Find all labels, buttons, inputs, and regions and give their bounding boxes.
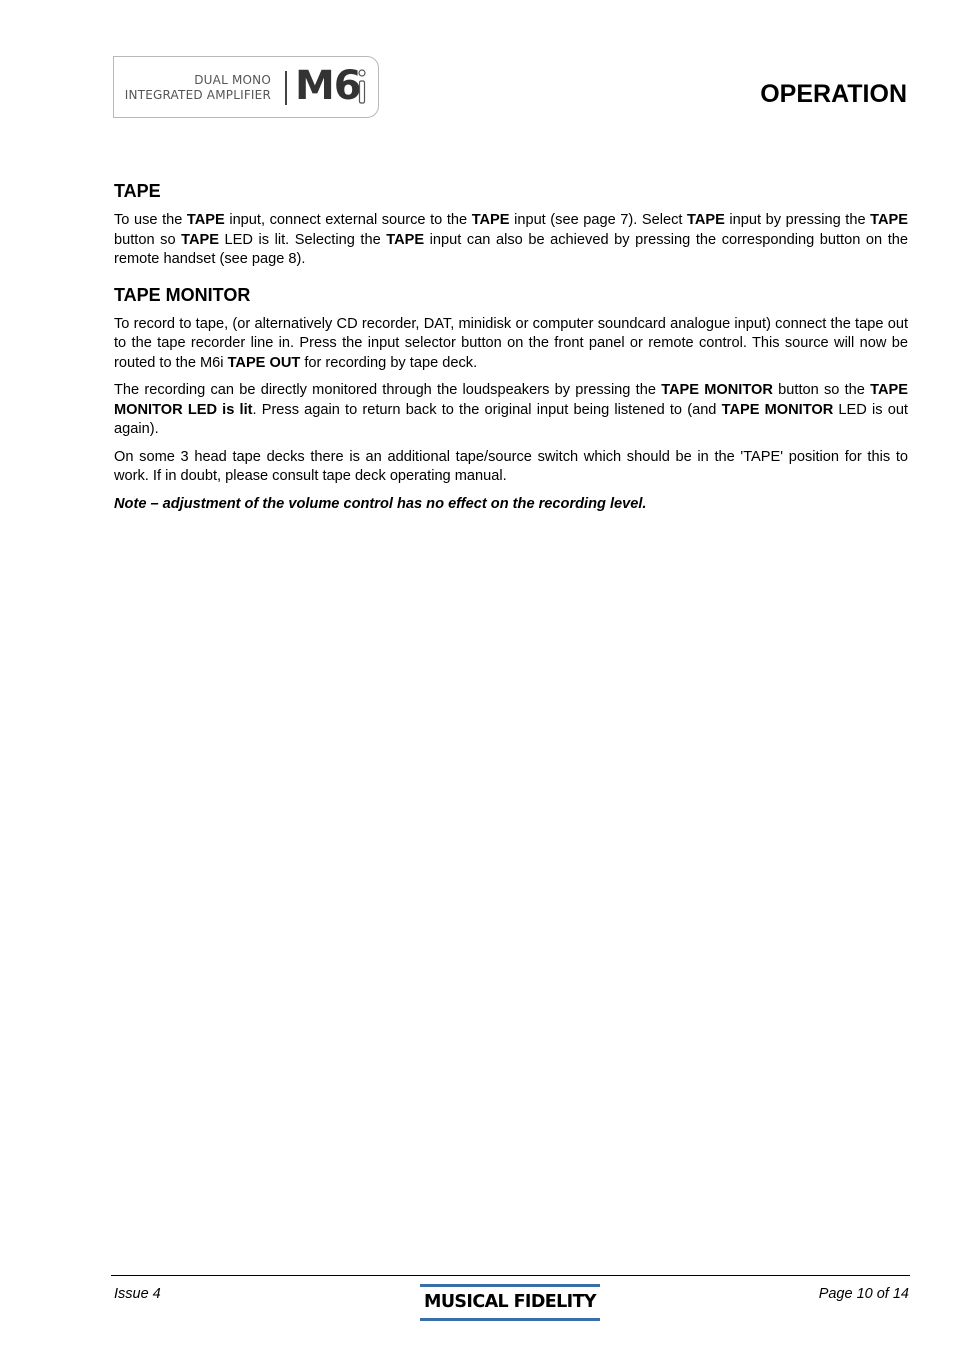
text-run: button so the [772, 382, 871, 398]
brand-name: MUSICAL FIDELITY [424, 1292, 596, 1312]
logo-i-mark [358, 69, 366, 105]
bold-term: TAPE [471, 212, 510, 228]
tape-monitor-paragraph-2 [114, 381, 908, 440]
bold-term: TAPE [870, 212, 908, 228]
bold-term: TAPE [687, 212, 725, 228]
text-run: button so [114, 231, 182, 248]
section-heading-tape-monitor: TAPE MONITOR [114, 284, 251, 305]
note-text: Note – adjustment of the volume control has no effect on the recording level. [114, 495, 647, 512]
text-run: LED is lit. Selecting the [218, 231, 387, 248]
bold-term: TAPE [386, 231, 425, 248]
text-run: input can also be achieved by pressing the corresponding button on the remote handset (see page 8). [114, 231, 908, 267]
tape-monitor-paragraph-1 [114, 315, 908, 374]
bold-term: TAPE MONITOR LED is lit [114, 382, 908, 418]
bold-term: TAPE [181, 231, 219, 248]
text-run: for recording by tape deck. [300, 354, 478, 371]
footer-issue: Issue 4 [114, 1286, 161, 1302]
text-run: . Press again to return back to the original input being listened to (and [252, 401, 722, 418]
logo-line-2: INTEGRATED AMPLIFIER [124, 88, 271, 102]
text-run: The recording can be directly monitored through the loudspeakers by pressing the [114, 382, 662, 398]
brand-bar-top [420, 1284, 600, 1287]
tape-paragraph [114, 211, 908, 270]
logo-divider [285, 71, 287, 105]
text-run: input, connect external source to the [224, 212, 472, 228]
bold-term: TAPE OUT [227, 354, 301, 371]
header-logo [113, 56, 379, 118]
text-run: To record to tape, (or alternatively CD recorder, DAT, minidisk or computer soundcard analogue input) connect the tape out to the tape recorder line in. Press the input selector button on the front panel or remote control. This source will now be routed to the M6i [114, 315, 908, 371]
tape-monitor-paragraph-3 [114, 448, 908, 487]
footer-divider [111, 1275, 910, 1276]
text-run: input by pressing the [724, 212, 871, 228]
text-run: input (see page 7). Select [509, 212, 687, 228]
logo-model-name: M6 [295, 63, 361, 109]
bold-term: TAPE [186, 212, 225, 228]
text-run: To use the [114, 212, 187, 228]
text-run: On some 3 head tape decks there is an additional tape/source switch which should be in the 'TAPE' position for this to work. If in doubt, please consult tape deck operating manual. [114, 448, 908, 484]
section-heading-tape: TAPE [114, 181, 161, 201]
main-content [114, 180, 908, 522]
bold-term: TAPE MONITOR [661, 382, 773, 398]
logo-subtitle [125, 73, 271, 103]
footer-page-number: Page 10 of 14 [818, 1286, 909, 1302]
brand-bar-bottom [420, 1318, 600, 1321]
bold-term: TAPE MONITOR [721, 401, 834, 418]
footer-brand-logo [420, 1284, 600, 1321]
page-title: OPERATION [760, 80, 907, 108]
text-run: LED is out again). [114, 401, 908, 437]
logo-line-1: DUAL MONO [194, 73, 271, 87]
